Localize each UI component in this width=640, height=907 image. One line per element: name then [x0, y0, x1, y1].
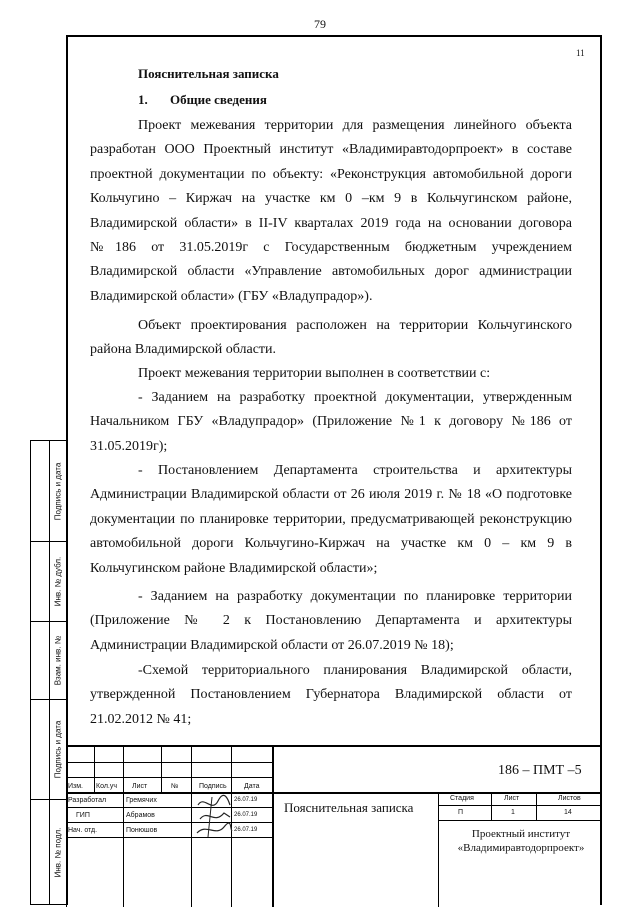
- document-title: Пояснительная записка: [284, 800, 414, 815]
- section-heading: [138, 92, 267, 108]
- date-1: 26.07.19: [234, 797, 258, 803]
- col-signature: Подпись: [199, 783, 227, 790]
- inv-podl-label: Инв. № подл.: [53, 827, 63, 878]
- paragraph-1: Проект межевания территории для размещения линейного объекта разработан ООО Проектный институт «Владимиравтодорпроект» в составе проектной документации по объекту: «Реконструкция автомобильной дороги Кольчугино – Киржач на участке км 0 –км 9 в Кольчугинском районе, Владимирской области» в II-IV кварталах 2019 года на основании договора №186 от 31.05.2019г с Государственным бюджетным учреждением Владимирской области «Управление автомобильных дорог администрации Владимирской области» (ГБУ «Владупрадор»).: [90, 118, 572, 304]
- vzam-inv-label: Взам. инв. №: [53, 635, 63, 685]
- sheets-label: Листов: [558, 795, 581, 802]
- page-number: 79: [314, 17, 326, 31]
- paragraph-7: -Схемой территориального планирования Владимирской области, утвержденной Постановлением Губернатора Владимирской области от 21.02.2012 № 41;: [90, 663, 572, 727]
- document-code: 186 – ПМТ –5: [498, 763, 582, 778]
- organization-name: Проектный институт «Владимиравтодорпроект»: [457, 828, 585, 854]
- name-1: Гремячих: [126, 797, 157, 804]
- sheet-label: Лист: [504, 795, 520, 802]
- col-izm: Изм.: [68, 783, 83, 790]
- side-stamp: [30, 440, 66, 905]
- col-list: Лист: [132, 783, 148, 790]
- inv-dubl-label: Инв. № дубл.: [53, 556, 63, 606]
- stage-label: Стадия: [450, 795, 474, 802]
- sign-date-label-2: Подпись и дата: [53, 720, 63, 778]
- col-date: Дата: [244, 783, 260, 790]
- paragraph-6: - Заданием на разработку документации по планировке территории (Приложение № 2 к Постановлению Департамента и архитектуры Администрации Владимирской области от 26.07.2019 № 18);: [90, 589, 572, 653]
- sign-date-label: Подпись и дата: [53, 462, 63, 520]
- document-heading: Пояснительная записка: [138, 66, 279, 81]
- role-2: ГИП: [76, 812, 90, 819]
- sheet-value: 1: [511, 809, 515, 816]
- name-3: Понюшов: [126, 827, 158, 834]
- col-kol: Кол.уч: [96, 783, 117, 790]
- paragraph-2: Объект проектирования расположен на территории Кольчугинского района Владимирской области.: [90, 318, 572, 358]
- stage-value: П: [458, 809, 464, 816]
- col-num: №: [171, 783, 179, 790]
- date-2: 26.07.19: [234, 812, 258, 818]
- role-1: Разработал: [68, 797, 107, 804]
- section-number: 1.: [138, 92, 148, 107]
- name-2: Абрамов: [126, 812, 155, 819]
- paragraph-5: - Постановлением Департамента строительства и архитектуры Администрации Владимирской области от 26 июля 2019 г. № 18 «О подготовке документации по планировке территории, предусматривающей реконструкцию автомобильной дороги Кольчугино-Киржач на участке км 0 – км 9 в Кольчугинском районе Владимирской области»;: [90, 463, 572, 576]
- title-block: [66, 745, 602, 907]
- role-3: Нач. отд.: [68, 827, 98, 834]
- sheets-value: 14: [564, 809, 572, 816]
- signatures-icon: [194, 793, 234, 843]
- sheet-corner-number: 11: [576, 48, 585, 58]
- paragraph-4: - Заданием на разработку проектной документации, утвержденным Начальником ГБУ «Владупрадор» (Приложение №1 к договору №186 от 31.05.2019г);: [90, 390, 572, 454]
- section-title: Общие сведения: [170, 92, 267, 107]
- paragraph-3: Проект межевания территории выполнен в соответствии с:: [138, 366, 491, 381]
- date-3: 26.07.19: [234, 827, 258, 833]
